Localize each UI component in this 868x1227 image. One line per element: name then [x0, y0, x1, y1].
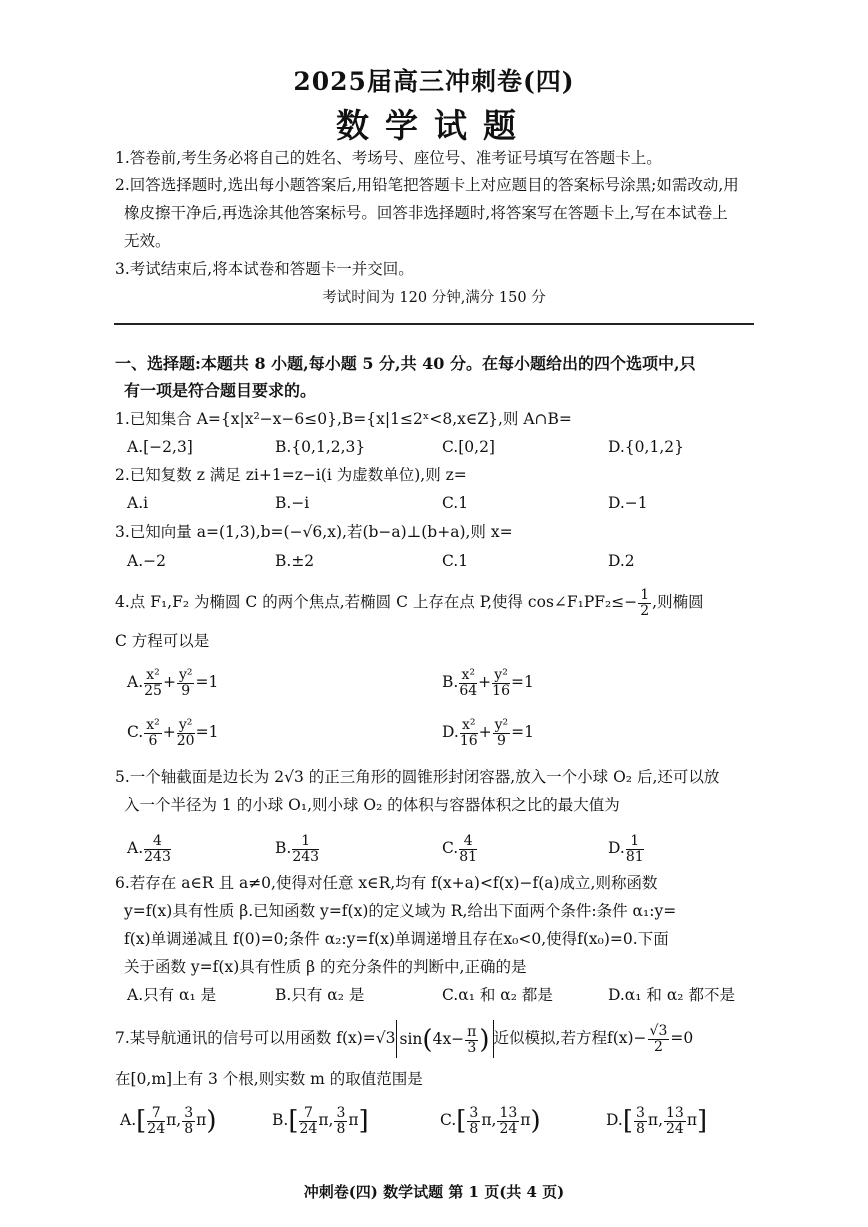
- q2-option-d: D.−1: [608, 494, 648, 512]
- q4-option-c: C. $\frac{\text{x²}}{6}$ + $\frac{\text{y²}}{20}$ =1: [127, 716, 219, 749]
- question-7-stem-cont: 在[0,m]上有 3 个根,则实数 m 的取值范围是: [115, 1070, 423, 1088]
- question-2-stem: 2.已知复数 z 满足 zi+1=z−i(i 为虚数单位),则 z=: [115, 466, 467, 484]
- question-6-line1: 6.若存在 a∈R 且 a≠0,使得对任意 x∈R,均有 f(x+a)<f(x)−f(a)成立,则称函数: [115, 874, 658, 892]
- q1-option-b: B.{0,1,2,3}: [275, 438, 366, 456]
- absolute-value: sin(4x− $\frac{\pi}{3}$ ): [396, 1020, 494, 1058]
- q1-option-a: A.[−2,3]: [127, 438, 193, 456]
- q6-option-c: C.α₁ 和 α₂ 都是: [442, 986, 553, 1004]
- q6-option-b: B.只有 α₂ 是: [275, 986, 365, 1004]
- page-footer: 冲刺卷(四) 数学试题 第 1 页(共 4 页): [303, 1183, 565, 1201]
- question-3-stem: 3.已知向量 a=(1,3),b=(−√6,x),若(b−a)⊥(b+a),则 x=: [115, 523, 513, 541]
- exam-time: 考试时间为 120 分钟,满分 150 分: [322, 290, 546, 306]
- question-5-stem-cont: 入一个半径为 1 的小球 O₁,则小球 O₂ 的体积与容器体积之比的最大值为: [124, 796, 620, 814]
- q7-option-b: B.[ $\frac{7}{24}$ π, $\frac{3}{8}$ π]: [272, 1104, 369, 1137]
- q3-option-c: C.1: [442, 552, 469, 570]
- q5-option-b: B. $\frac{1}{243}$: [275, 832, 320, 865]
- question-6-line4: 关于函数 y=f(x)具有性质 β 的充分条件的判断中,正确的是: [124, 958, 527, 976]
- fraction: $\frac{1}{2}$: [640, 586, 650, 619]
- divider-line: [114, 323, 754, 325]
- instruction-3: 3.考试结束后,将本试卷和答题卡一并交回。: [115, 260, 414, 278]
- instruction-2: 2.回答选择题时,选出每小题答案后,用铅笔把答题卡上对应题目的答案标号涂黑;如需改动,用: [115, 176, 739, 194]
- exam-title: 2025届高三冲刺卷(四): [293, 67, 575, 96]
- q5-option-d: D. $\frac{1}{81}$: [608, 832, 644, 865]
- q3-option-d: D.2: [608, 552, 635, 570]
- q7-option-c: C.[ $\frac{3}{8}$ π, $\frac{13}{24}$ π): [440, 1104, 541, 1137]
- q2-option-c: C.1: [442, 494, 469, 512]
- q6-option-a: A.只有 α₁ 是: [127, 986, 217, 1004]
- q6-option-d: D.α₁ 和 α₂ 都不是: [608, 986, 735, 1004]
- question-6-line2: y=f(x)具有性质 β.已知函数 y=f(x)的定义域为 R,给出下面两个条件:条件 α₁:y=: [124, 902, 677, 920]
- q4-option-d: D. $\frac{\text{x²}}{16}$ + $\frac{\text{y²}}{9}$ =1: [442, 716, 535, 749]
- q1-option-c: C.[0,2]: [442, 438, 495, 456]
- section-heading-cont: 有一项是符合题目要求的。: [124, 381, 317, 400]
- instruction-2-cont: 橡皮擦干净后,再选涂其他答案标号。回答非选择题时,将答案写在答题卡上,写在本试卷上: [124, 204, 728, 222]
- q4-option-a: A. $\frac{\text{x²}}{25}$ + $\frac{\text{y²}}{9}$ =1: [127, 666, 219, 699]
- q5-option-c: C. $\frac{4}{81}$: [442, 832, 478, 865]
- q4-option-b: B. $\frac{\text{x²}}{64}$ + $\frac{\text{y²}}{16}$ =1: [442, 666, 534, 699]
- q2-option-a: A.i: [127, 494, 149, 512]
- question-5-stem: 5.一个轴截面是边长为 2√3 的正三角形的圆锥形封闭容器,放入一个小球 O₂ 后,还可以放: [115, 768, 720, 786]
- q7-option-d: D.[ $\frac{3}{8}$ π, $\frac{13}{24}$ π]: [606, 1104, 708, 1137]
- q7-option-a: A.[ $\frac{7}{24}$ π, $\frac{3}{8}$ π): [120, 1104, 217, 1137]
- question-4-stem-cont: C 方程可以是: [115, 632, 210, 650]
- q2-option-b: B.−i: [275, 494, 310, 512]
- question-1-stem: 1.已知集合 A={x|x²−x−6≤0},B={x|1≤2ˣ<8,x∈Z},则 A∩B=: [115, 410, 572, 428]
- question-7-stem: 7.某导航通讯的信号可以用函数 f(x)=√3 sin(4x− $\frac{\pi}{3}$ ) 近似模拟,若方程f(x)− $\frac{√3}{2}$ =0: [115, 1016, 693, 1060]
- subject-title: 数学试题: [336, 106, 532, 145]
- section-heading: 一、选择题:本题共 8 小题,每小题 5 分,共 40 分。在每小题给出的四个选项中,只: [115, 354, 696, 373]
- question-6-line3: f(x)单调递减且 f(0)=0;条件 α₂:y=f(x)单调递增且存在x₀<0,使得f(x₀)=0.下面: [124, 930, 669, 948]
- q3-option-b: B.±2: [275, 552, 315, 570]
- instruction-1: 1.答卷前,考生务必将自己的姓名、考场号、座位号、准考证号填写在答题卡上。: [115, 149, 662, 167]
- question-4-stem: 4.点 F₁,F₂ 为椭圆 C 的两个焦点,若椭圆 C 上存在点 P,使得 cos∠F₁PF₂≤− $\frac{1}{2}$ ,则椭圆: [115, 586, 704, 619]
- q3-option-a: A.−2: [127, 552, 166, 570]
- q5-option-a: A. $\frac{4}{243}$: [127, 832, 171, 865]
- q1-option-d: D.{0,1,2}: [608, 438, 684, 456]
- instruction-2-end: 无效。: [124, 232, 171, 250]
